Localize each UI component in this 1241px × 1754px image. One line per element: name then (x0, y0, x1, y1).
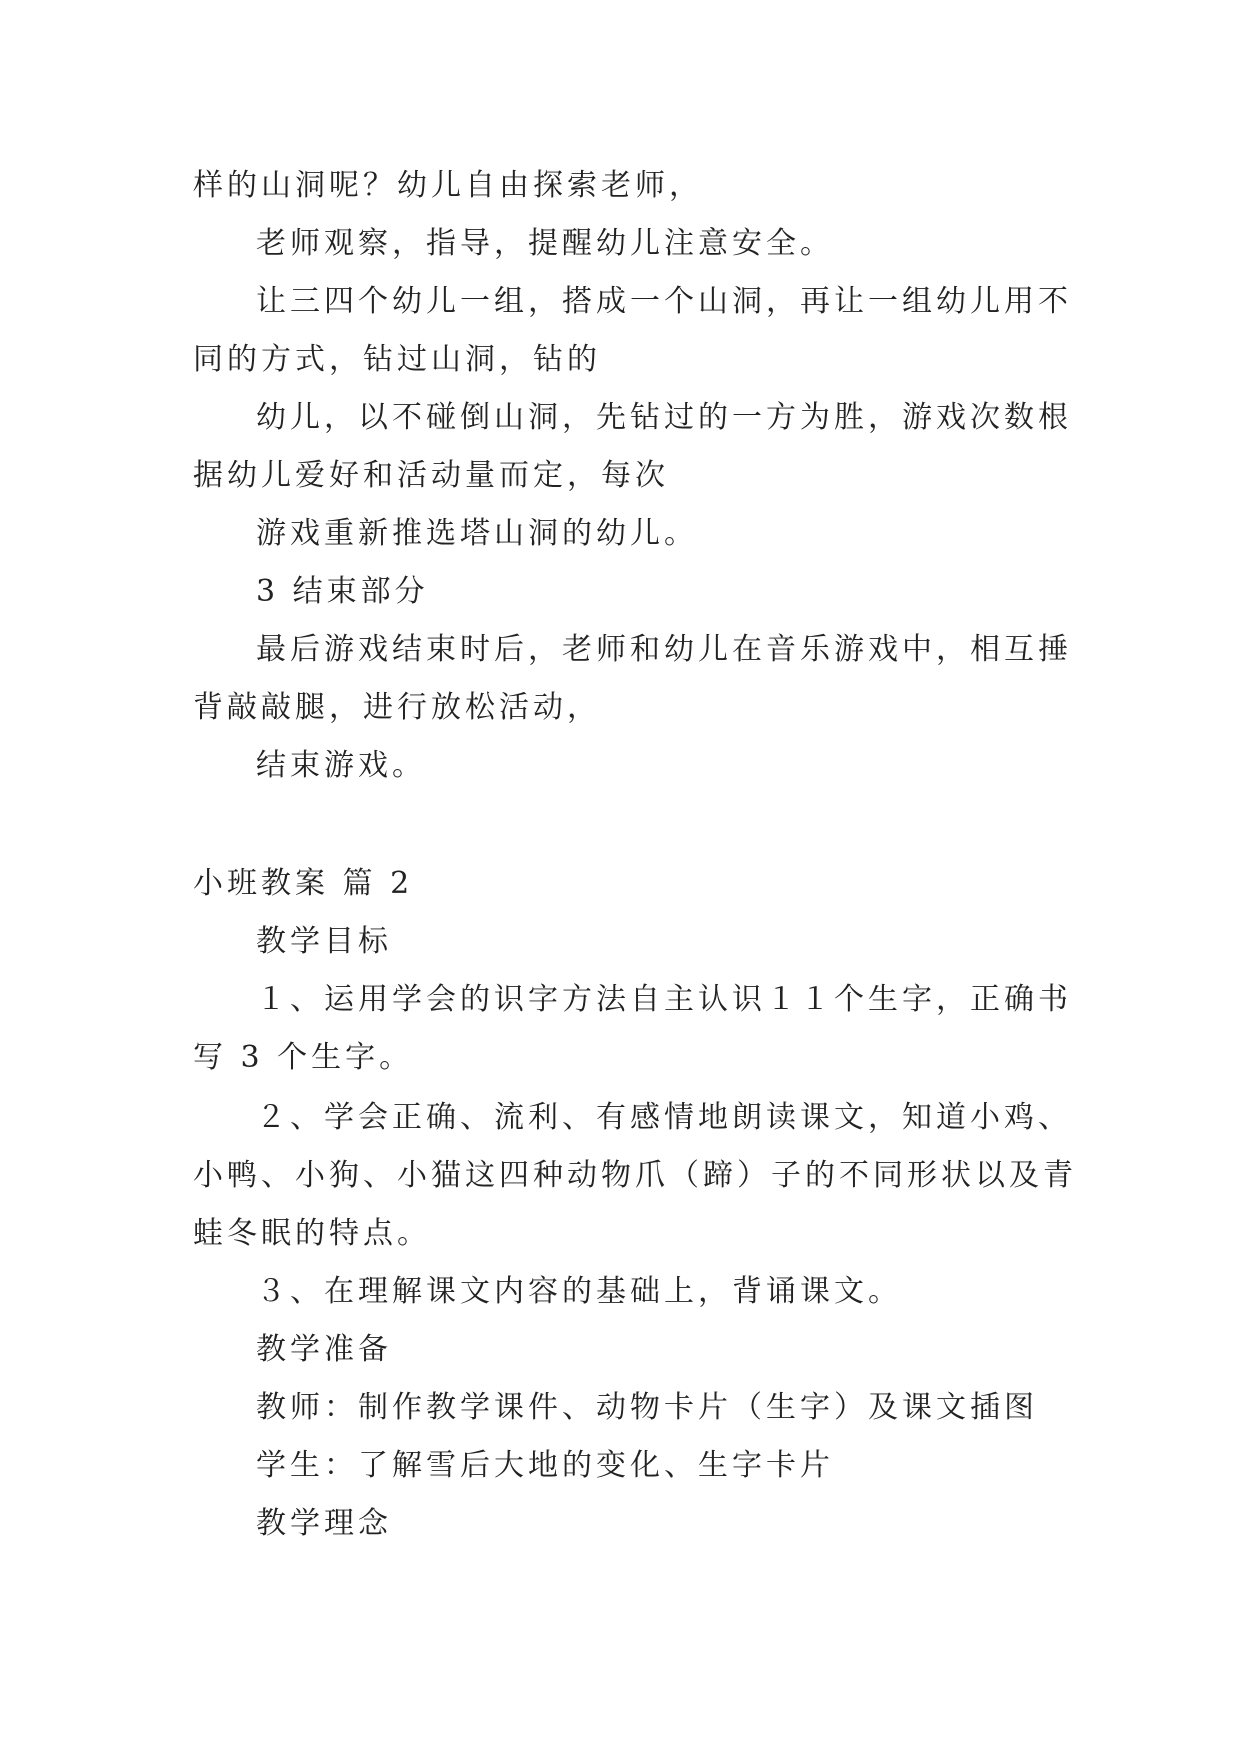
text-line: 游戏重新推选塔山洞的幼儿。 (256, 516, 698, 551)
text-line: ３、在理解课文内容的基础上，背诵课文。 (256, 1274, 902, 1309)
text-line: 让三四个幼儿一组，搭成一个山洞，再让一组幼儿用不 (256, 284, 1072, 319)
text-line: １、运用学会的识字方法自主认识１１个生字，正确书 (256, 982, 1072, 1017)
text-line: 幼儿，以不碰倒山洞，先钻过的一方为胜，游戏次数根 (256, 400, 1072, 435)
text-line: 样的山洞呢？幼儿自由探索老师， (193, 168, 703, 203)
article-title: 小班教案 篇 2 (193, 866, 414, 901)
text-line: 学生：了解雪后大地的变化、生字卡片 (256, 1448, 834, 1483)
text-line: 据幼儿爱好和活动量而定，每次 (193, 458, 669, 493)
text-line: 写 3 个生字。 (193, 1040, 414, 1075)
text-line: 最后游戏结束时后，老师和幼儿在音乐游戏中，相互捶 (256, 632, 1072, 667)
text-line: ２、学会正确、流利、有感情地朗读课文，知道小鸡、 (256, 1100, 1072, 1135)
text-line: 教师：制作教学课件、动物卡片（生字）及课文插图 (256, 1390, 1038, 1425)
section-heading: 教学准备 (256, 1332, 392, 1367)
text-line: 背敲敲腿，进行放松活动， (193, 690, 601, 725)
text-line: 小鸭、小狗、小猫这四种动物爪（蹄）子的不同形状以及青 (193, 1158, 1077, 1193)
text-line: 老师观察，指导，提醒幼儿注意安全。 (256, 226, 834, 261)
section-heading: 教学目标 (256, 924, 392, 959)
section-heading: 3 结束部分 (256, 574, 429, 609)
section-heading: 教学理念 (256, 1506, 392, 1541)
text-line: 同的方式，钻过山洞，钻的 (193, 342, 601, 377)
text-line: 结束游戏。 (256, 748, 426, 783)
text-line: 蛙冬眠的特点。 (193, 1216, 431, 1251)
